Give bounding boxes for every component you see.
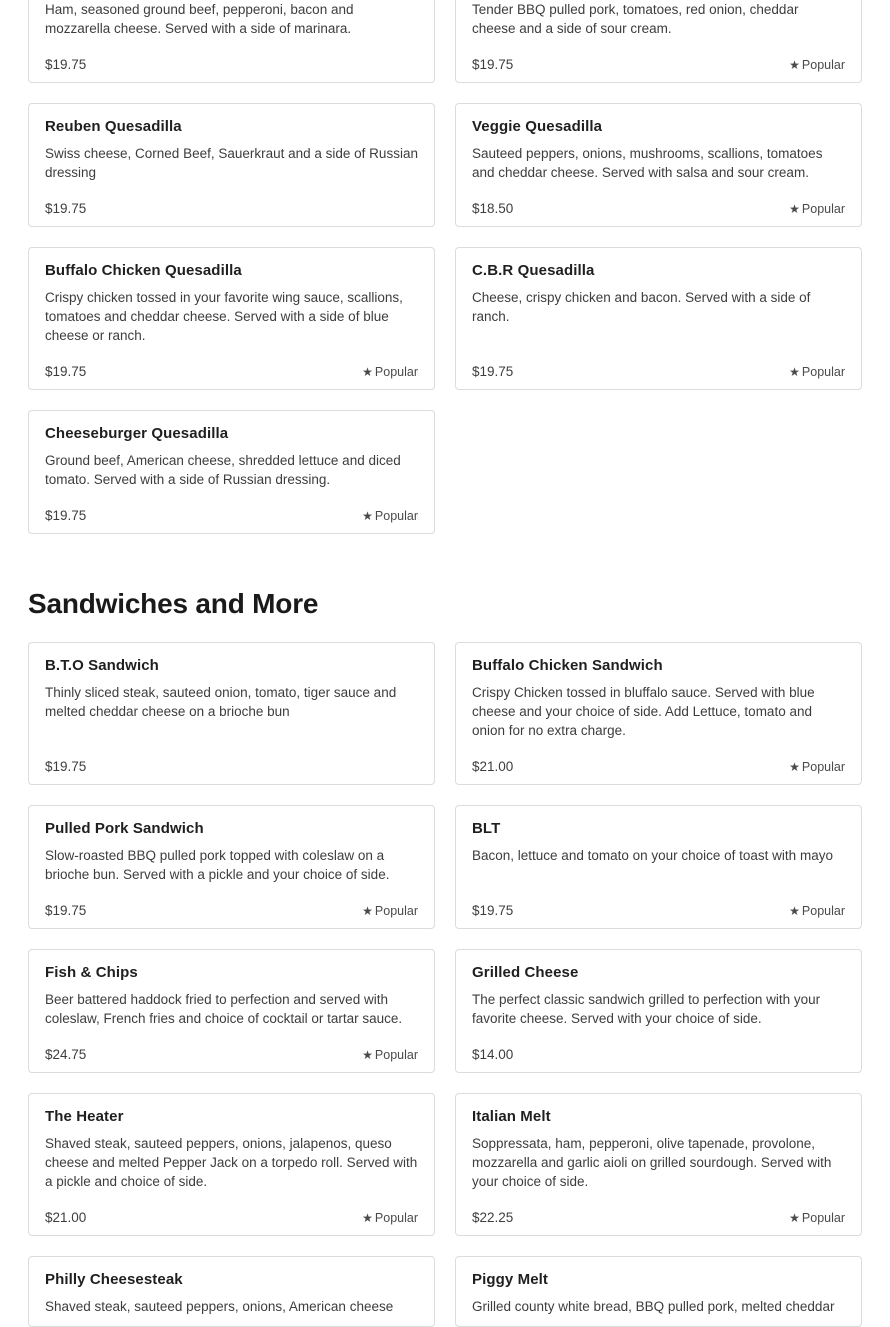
menu-item-description: Slow-roasted BBQ pulled pork topped with coleslaw on a brioche bun. Served with a pickle and your choice of side. (45, 848, 390, 882)
star-icon: ★ (789, 904, 800, 918)
popular-label: Popular (374, 509, 418, 523)
menu-item-card[interactable] (28, 949, 435, 1073)
popular-label: Popular (374, 1211, 418, 1225)
popular-label: Popular (801, 904, 845, 918)
menu-item-description: Shaved steak, sauteed peppers, onions, jalapenos, queso cheese and melted Pepper Jack on a torpedo roll. Served with a pickle and choice of side. (45, 1136, 418, 1189)
menu-item-card[interactable] (28, 247, 435, 390)
menu-item-card[interactable] (455, 949, 862, 1073)
star-icon: ★ (362, 509, 373, 523)
menu-item-price: $18.50 (472, 201, 514, 216)
menu-item-price: $22.25 (472, 1210, 514, 1225)
menu-item-footer (472, 1207, 845, 1225)
menu-item-description: Grilled county white bread, BBQ pulled pork, melted cheddar (472, 1299, 835, 1314)
menu-item-name: Buffalo Chicken Sandwich (472, 657, 663, 674)
popular-badge (789, 365, 845, 379)
menu-item-name: Philly Cheesesteak (45, 1271, 183, 1288)
popular-badge (789, 760, 845, 774)
menu-item-card[interactable] (455, 1256, 862, 1327)
menu-item-description: Ham, seasoned ground beef, pepperoni, bacon and mozzarella cheese. Served with a side of marinara. (45, 2, 354, 36)
menu-item-description: Crispy chicken tossed in your favorite wing sauce, scallions, tomatoes and cheddar cheese. Served with a side of blue cheese or ranch. (45, 290, 403, 343)
menu-item-name: Cheeseburger Quesadilla (45, 425, 229, 442)
menu-item-card[interactable] (455, 805, 862, 929)
menu-item-description: Cheese, crispy chicken and bacon. Served with a side of ranch. (472, 290, 811, 324)
menu-item-footer (45, 1207, 418, 1225)
menu-item-footer (45, 1044, 418, 1062)
popular-badge (789, 1211, 845, 1225)
menu-item-name: Grilled Cheese (472, 964, 579, 981)
star-icon: ★ (789, 1211, 800, 1225)
menu-item-price: $21.00 (472, 759, 514, 774)
menu-item-description: Tender BBQ pulled pork, tomatoes, red onion, cheddar cheese and a side of sour cream. (472, 2, 799, 36)
menu-item-name: Italian Melt (472, 1108, 551, 1125)
menu-item-card[interactable] (455, 642, 862, 785)
section-title-sandwiches: Sandwiches and More (28, 588, 319, 619)
menu-item-name: Piggy Melt (472, 1271, 549, 1288)
popular-badge (789, 202, 845, 216)
menu-item-card[interactable] (28, 642, 435, 785)
menu-item-description: The perfect classic sandwich grilled to perfection with your favorite cheese. Served with your choice of side. (472, 992, 821, 1026)
star-icon: ★ (362, 1211, 373, 1225)
menu-item-name: BLT (472, 820, 501, 837)
menu-item-description: Bacon, lettuce and tomato on your choice of toast with mayo (472, 848, 833, 863)
popular-badge (362, 904, 418, 918)
popular-label: Popular (801, 760, 845, 774)
popular-badge (362, 1211, 418, 1225)
menu-item-name: B.T.O Sandwich (45, 657, 159, 674)
menu-item-footer (45, 361, 418, 379)
popular-label: Popular (374, 365, 418, 379)
popular-badge (362, 1048, 418, 1062)
menu-item-price: $24.75 (45, 1047, 87, 1062)
menu-item-card[interactable] (28, 1256, 435, 1327)
menu-item-price: $19.75 (45, 201, 87, 216)
menu-item-footer (45, 900, 418, 918)
menu-section-sandwiches (0, 642, 890, 1327)
menu-item-card[interactable] (455, 247, 862, 390)
menu-item-footer (45, 198, 418, 216)
star-icon: ★ (789, 365, 800, 379)
menu-item-footer (472, 900, 845, 918)
star-icon: ★ (789, 760, 800, 774)
menu-item-description: Thinly sliced steak, sauteed onion, tomato, tiger sauce and melted cheddar cheese on a brioche bun (45, 685, 397, 719)
popular-label: Popular (801, 1211, 845, 1225)
star-icon: ★ (789, 58, 800, 72)
menu-item-card[interactable] (28, 103, 435, 227)
menu-item-name: Reuben Quesadilla (45, 118, 182, 135)
menu-item-name: Fish & Chips (45, 964, 138, 981)
menu-item-name: Pulled Pork Sandwich (45, 820, 204, 837)
menu-item-card[interactable] (28, 410, 435, 534)
menu-item-footer (472, 1044, 845, 1062)
menu-item-footer (472, 361, 845, 379)
popular-badge (789, 58, 845, 72)
popular-label: Popular (374, 1048, 418, 1062)
menu-item-footer (45, 54, 418, 72)
menu-item-price: $21.00 (45, 1210, 87, 1225)
menu-item-name: Veggie Quesadilla (472, 118, 603, 135)
menu-item-footer (45, 505, 418, 523)
menu-item-price: $19.75 (45, 57, 87, 72)
menu-item-price: $19.75 (45, 364, 87, 379)
menu-item-name: Buffalo Chicken Quesadilla (45, 262, 242, 279)
menu-item-description: Swiss cheese, Corned Beef, Sauerkraut and a side of Russian dressing (45, 146, 418, 180)
menu-item-description: Crispy Chicken tossed in bluffalo sauce. Served with blue cheese and your choice of side. Add Lettuce, tomato and onion for no extra charge. (472, 685, 815, 738)
menu-item-price: $19.75 (472, 903, 514, 918)
star-icon: ★ (362, 365, 373, 379)
menu-item-card[interactable] (455, 1093, 862, 1236)
popular-badge (789, 904, 845, 918)
popular-label: Popular (801, 365, 845, 379)
menu-item-card[interactable] (455, 0, 862, 83)
menu-item-card[interactable] (28, 0, 435, 83)
menu-item-card[interactable] (28, 1093, 435, 1236)
menu-item-footer (45, 756, 418, 774)
popular-badge (362, 509, 418, 523)
popular-label: Popular (801, 58, 845, 72)
menu-item-price: $19.75 (472, 364, 514, 379)
menu-item-description: Soppressata, ham, pepperoni, olive tapenade, provolone, mozzarella and garlic aioli on grilled sourdough. Served with your choice of side. (472, 1136, 832, 1189)
menu-item-card[interactable] (28, 805, 435, 929)
popular-label: Popular (801, 202, 845, 216)
menu-section-quesadillas (0, 0, 890, 534)
star-icon: ★ (362, 1048, 373, 1062)
popular-badge (362, 365, 418, 379)
menu-item-name: The Heater (45, 1108, 124, 1125)
popular-label: Popular (374, 904, 418, 918)
star-icon: ★ (789, 202, 800, 216)
menu-item-footer (472, 54, 845, 72)
menu-item-price: $14.00 (472, 1047, 514, 1062)
menu-item-price: $19.75 (45, 903, 87, 918)
menu-item-footer (472, 756, 845, 774)
menu-item-price: $19.75 (45, 759, 87, 774)
menu-item-description: Shaved steak, sauteed peppers, onions, American cheese (45, 1299, 394, 1314)
menu-item-description: Sauteed peppers, onions, mushrooms, scallions, tomatoes and cheddar cheese. Served with salsa and sour cream. (472, 146, 823, 180)
menu-item-description: Beer battered haddock fried to perfection and served with coleslaw, French fries and choice of cocktail or tartar sauce. (45, 992, 403, 1026)
menu-item-footer (472, 198, 845, 216)
menu-item-price: $19.75 (45, 508, 87, 523)
menu-item-description: Ground beef, American cheese, shredded lettuce and diced tomato. Served with a side of Russian dressing. (45, 453, 401, 487)
menu-item-card[interactable] (455, 103, 862, 227)
menu-item-price: $19.75 (472, 57, 514, 72)
star-icon: ★ (362, 904, 373, 918)
grid-empty-cell (455, 410, 862, 534)
menu-item-name: C.B.R Quesadilla (472, 262, 595, 279)
